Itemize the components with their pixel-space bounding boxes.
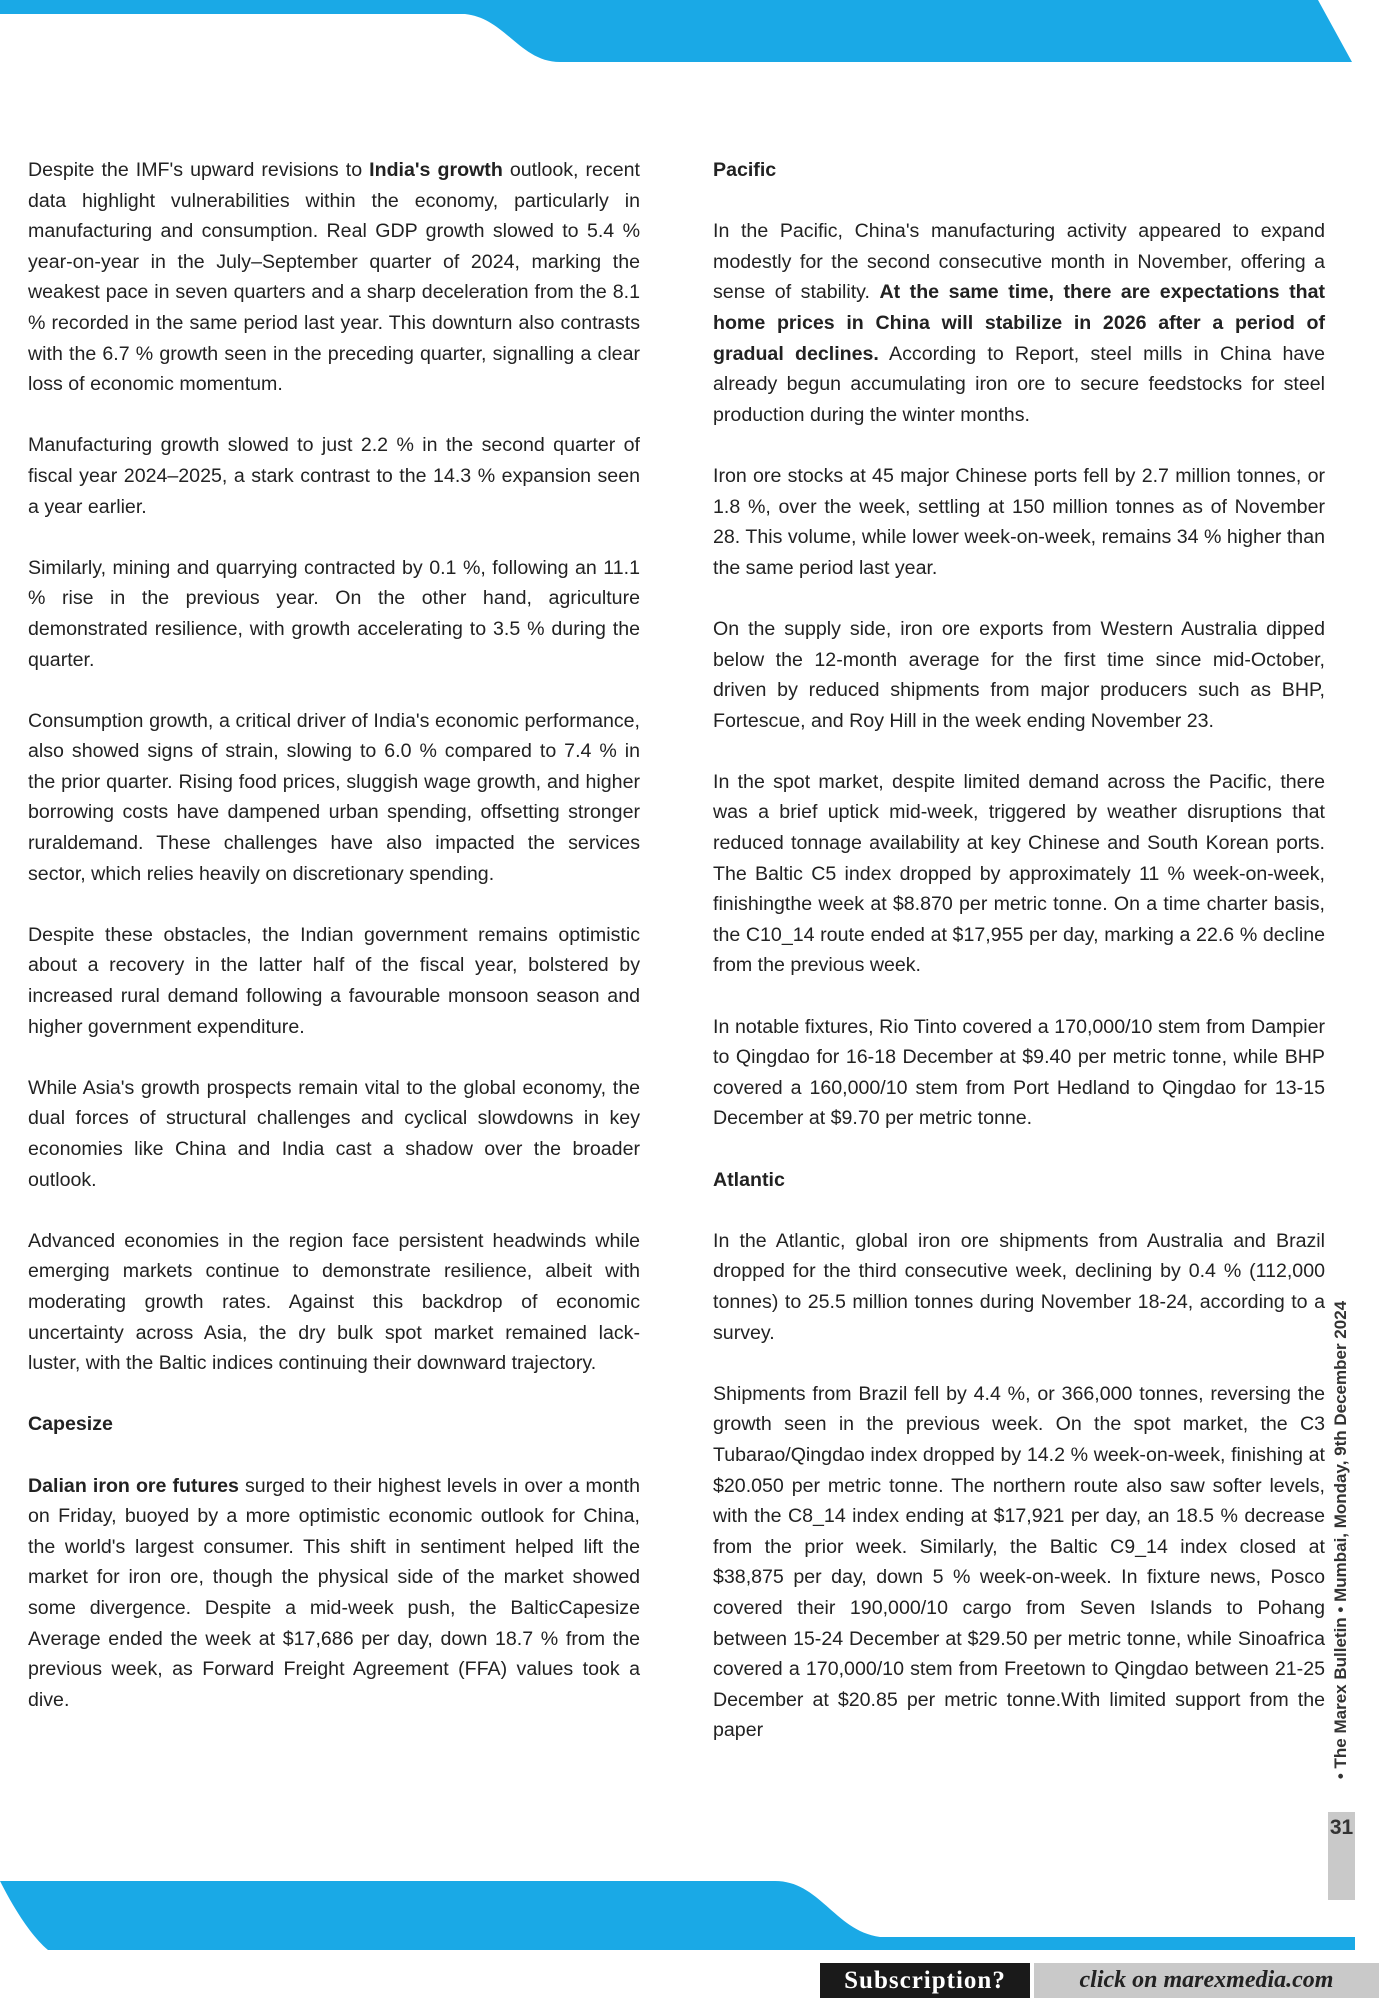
paragraph: Dalian iron ore futures surged to their highest levels in over a month on Friday, buoyed by a more optimistic economic outlook for China, the world's largest consumer. This shift in sentiment helped lift the market for iron ore, though the physical side of the market showed some divergence. Despite a mid-week push, the BalticCapesize Average ended the week at $17,686 per day, down 18.7 % from the previous week, as Forward Freight Agreement (FFA) values took a dive. bbox=[28, 1474, 640, 1711]
bottom-decorative-band bbox=[0, 1875, 1355, 1950]
section-heading-pacific: Pacific bbox=[713, 159, 777, 181]
top-decorative-band bbox=[0, 0, 1393, 70]
paragraph: In the spot market, despite limited demand across the Pacific, there was a brief uptick mid-week, triggered by weather disruptions that reduced tonnage availability at key Chinese and South Korean ports. The Baltic C5 index dropped by approximately 11 % week-on-week, finishingthe week at $8.870 per metric tonne. On a time charter basis, the C10_14 route ended at $17,955 per day, marking a 22.6 % decline from the previous week. bbox=[713, 770, 1325, 977]
running-title-tab bbox=[1328, 1280, 1355, 1800]
paragraph: Advanced economies in the region face persistent headwinds while emerging markets continue to demonstrate resilience, albeit with moderating growth rates. Against this backdrop of economic uncertainty across Asia, the dry bulk spot market remained lack- luster, with the Baltic indices continuing their downward trajectory. bbox=[28, 1229, 640, 1375]
paragraph: Manufacturing growth slowed to just 2.2 % in the second quarter of fiscal year 2024–2025, a stark contrast to the 14.3 % expansion seen a year earlier. bbox=[28, 434, 640, 518]
paragraph: Despite these obstacles, the Indian government remains optimistic about a recovery in the latter half of the fiscal year, bolstered by increased rural demand following a favourable monsoon season and higher government expenditure. bbox=[28, 923, 640, 1038]
paragraph: While Asia's growth prospects remain vital to the global economy, the dual forces of structural challenges and cyclical slowdowns in key economies like China and India cast a shadow over the broader outlook. bbox=[28, 1076, 640, 1191]
paragraph: In notable fixtures, Rio Tinto covered a 170,000/10 stem from Dampier to Qingdao for 16-18 December at $9.40 per metric tonne, while BHP covered a 160,000/10 stem from Port Hedland to Qingdao for 13-15 December at $9.70 per metric tonne. bbox=[713, 1015, 1325, 1130]
section-heading-capesize: Capesize bbox=[28, 1413, 113, 1436]
paragraph: Consumption growth, a critical driver of India's economic performance, also showed signs of strain, slowing to 6.0 % compared to 7.4 % in the prior quarter. Rising food prices, sluggish wage growth, and higher borrowing costs have dampened urban spending, offsetting stronger ruraldemand. These challenges have also impacted the services sector, which relies heavily on discretionary spending. bbox=[28, 709, 640, 885]
right-column bbox=[713, 155, 1325, 1746]
page-number: 31 bbox=[1329, 1816, 1354, 1839]
paragraph: On the supply side, iron ore exports from Western Australia dipped below the 12-month average for the first time since mid-October, driven by reduced shipments from major producers such as BHP, Fortescue, and Roy Hill in the week ending November 23. bbox=[713, 617, 1325, 732]
section-heading-atlantic: Atlantic bbox=[713, 1168, 785, 1191]
paragraph: Iron ore stocks at 45 major Chinese ports fell by 2.7 million tonnes, or 1.8 %, over the week, settling at 150 million tonnes as of November 28. This volume, while lower week-on-week, remains 34 % higher than the same period last year. bbox=[713, 464, 1325, 579]
running-title: • The Marex Bulletin • Mumbai, Monday, 9th December 2024 bbox=[1331, 1300, 1350, 1780]
subscription-link[interactable]: click on marexmedia.com bbox=[1034, 1963, 1379, 1998]
bottom-band-shape bbox=[0, 1881, 1355, 1950]
subscription-label: Subscription? bbox=[820, 1963, 1030, 1998]
paragraph: Similarly, mining and quarrying contracted by 0.1 %, following an 11.1 % rise in the previous year. On the other hand, agriculture demonstrated resilience, with growth accelerating to 3.5 % during the quarter. bbox=[28, 556, 640, 671]
paragraph: In the Pacific, China's manufacturing activity appeared to expand modestly for the second consecutive month in November, offering a sense of stability. At the same time, there are expectations that home prices in China will stabilize in 2026 after a period of gradual declines. According to Report, steel mills in China have already begun accumulating iron ore to secure feedstocks for steel production during the winter months. bbox=[713, 220, 1326, 426]
left-column bbox=[28, 155, 640, 1715]
top-band-shape bbox=[0, 0, 1352, 62]
paragraph: Shipments from Brazil fell by 4.4 %, or 366,000 tonnes, reversing the growth seen in the previous week. On the spot market, the C3 Tubarao/Qingdao index dropped by 14.2 % week-on-week, finishing at $20.050 per metric tonne. The northern route also saw softer levels, with the C8_14 index ending at $17,921 per day, an 18.5 % decrease from the prior week. Similarly, the Baltic C9_14 index closed at $38,875 per day, down 5 % week-on-week. In fixture news, Posco covered their 190,000/10 cargo from Seven Islands to Pohang between 15-24 December at $29.50 per metric tonne, while Sinoafrica covered a 170,000/10 stem from Freetown to Qingdao between 21-25 December at $20.85 per metric tonne.With limited support from the paper bbox=[713, 1382, 1325, 1742]
paragraph: Despite the IMF's upward revisions to India's growth outlook, recent data highlight vulnerabilities within the economy, particularly in manufacturing and consumption. Real GDP growth slowed to 5.4 % year-on-year in the July–September quarter of 2024, marking the weakest pace in seven quarters and a sharp deceleration from the 8.1 % recorded in the same period last year. This downturn also contrasts with the 6.7 % growth seen in the preceding quarter, signalling a clear loss of economic momentum. bbox=[28, 159, 640, 396]
paragraph: In the Atlantic, global iron ore shipments from Australia and Brazil dropped for the third consecutive week, declining by 0.4 % (112,000 tonnes) to 25.5 million tonnes during November 18-24, according to a survey. bbox=[713, 1229, 1325, 1344]
